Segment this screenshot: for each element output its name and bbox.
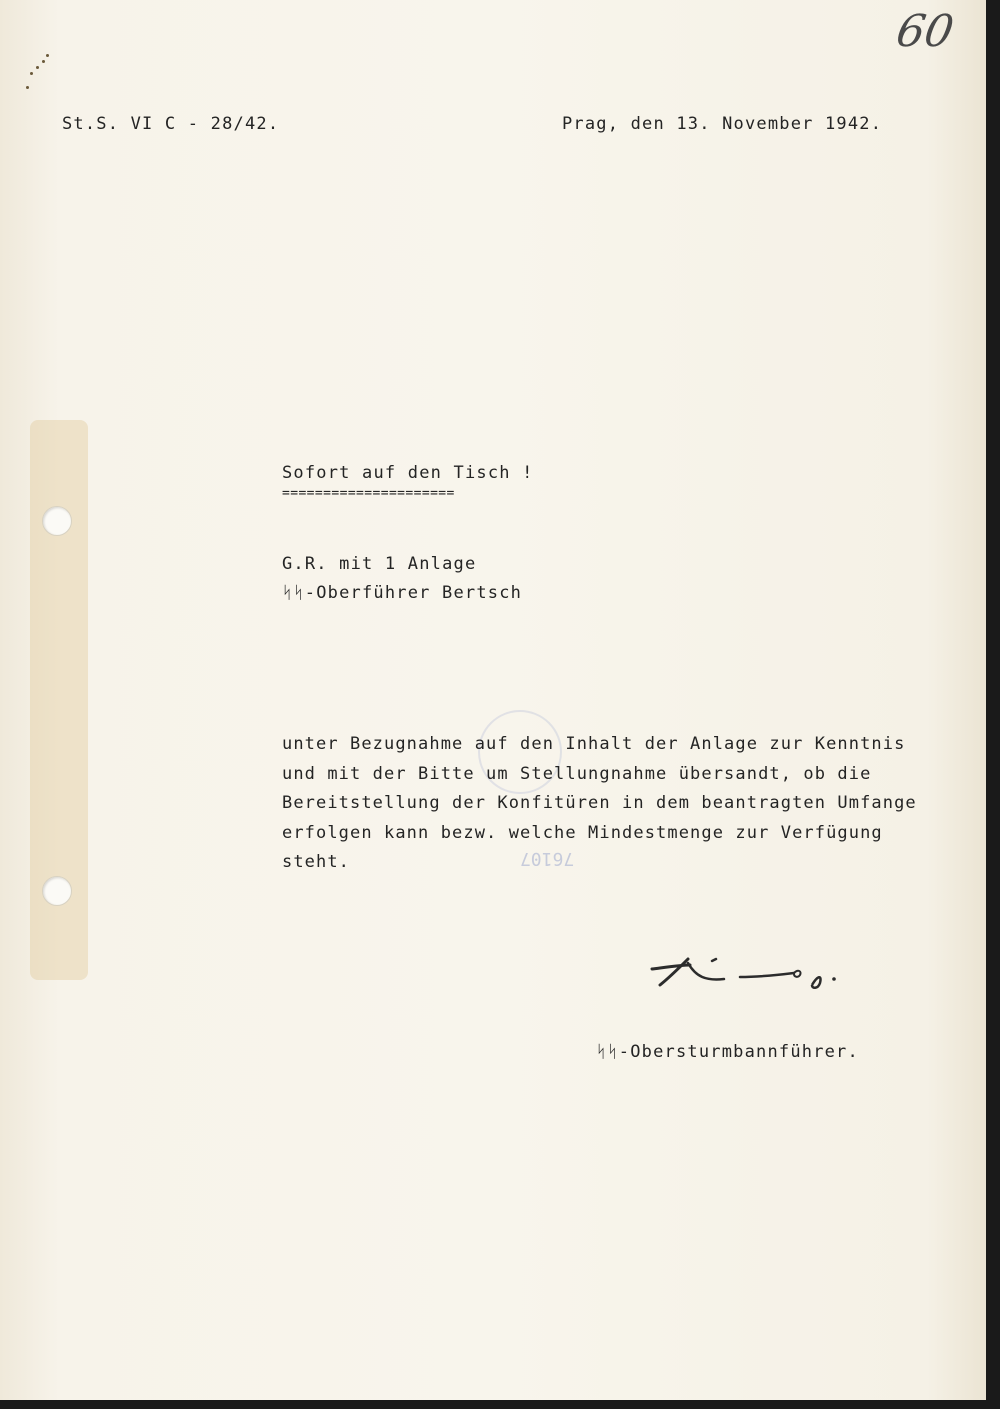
urgent-underline: ===================== [282, 486, 455, 501]
punch-hole-bottom [42, 876, 72, 906]
recipient-line-1: G.R. mit 1 Anlage [282, 554, 477, 574]
punch-hole-top [42, 506, 72, 536]
urgent-note: Sofort auf den Tisch ! [282, 463, 534, 483]
body-line: Bereitstellung der Konfitüren in dem beantragten Umfange [282, 793, 917, 813]
body-line: steht. [282, 852, 351, 872]
reference-number: St.S. VI C - 28/42. [62, 114, 280, 134]
sender-title: ᛋᛋ-Obersturmbannführer. [596, 1042, 859, 1062]
body-line: erfolgen kann bezw. welche Mindestmenge zur Verfügung [282, 822, 883, 843]
folio-number: 60 [892, 6, 958, 57]
faint-stamp-number: 76107 [520, 848, 575, 869]
body-line: unter Bezugnahme auf den Inhalt der Anlage zur Kenntnis [282, 734, 906, 754]
recipient-line-2: ᛋᛋ-Oberführer Bertsch [282, 583, 523, 603]
body-line: und mit der Bitte um Stellungnahme übersandt, ob die [282, 763, 872, 784]
place-date: Prag, den 13. November 1942. [562, 114, 883, 134]
handwritten-signature [648, 955, 848, 1005]
paper-speckles [26, 52, 50, 92]
body-paragraph [282, 730, 982, 878]
